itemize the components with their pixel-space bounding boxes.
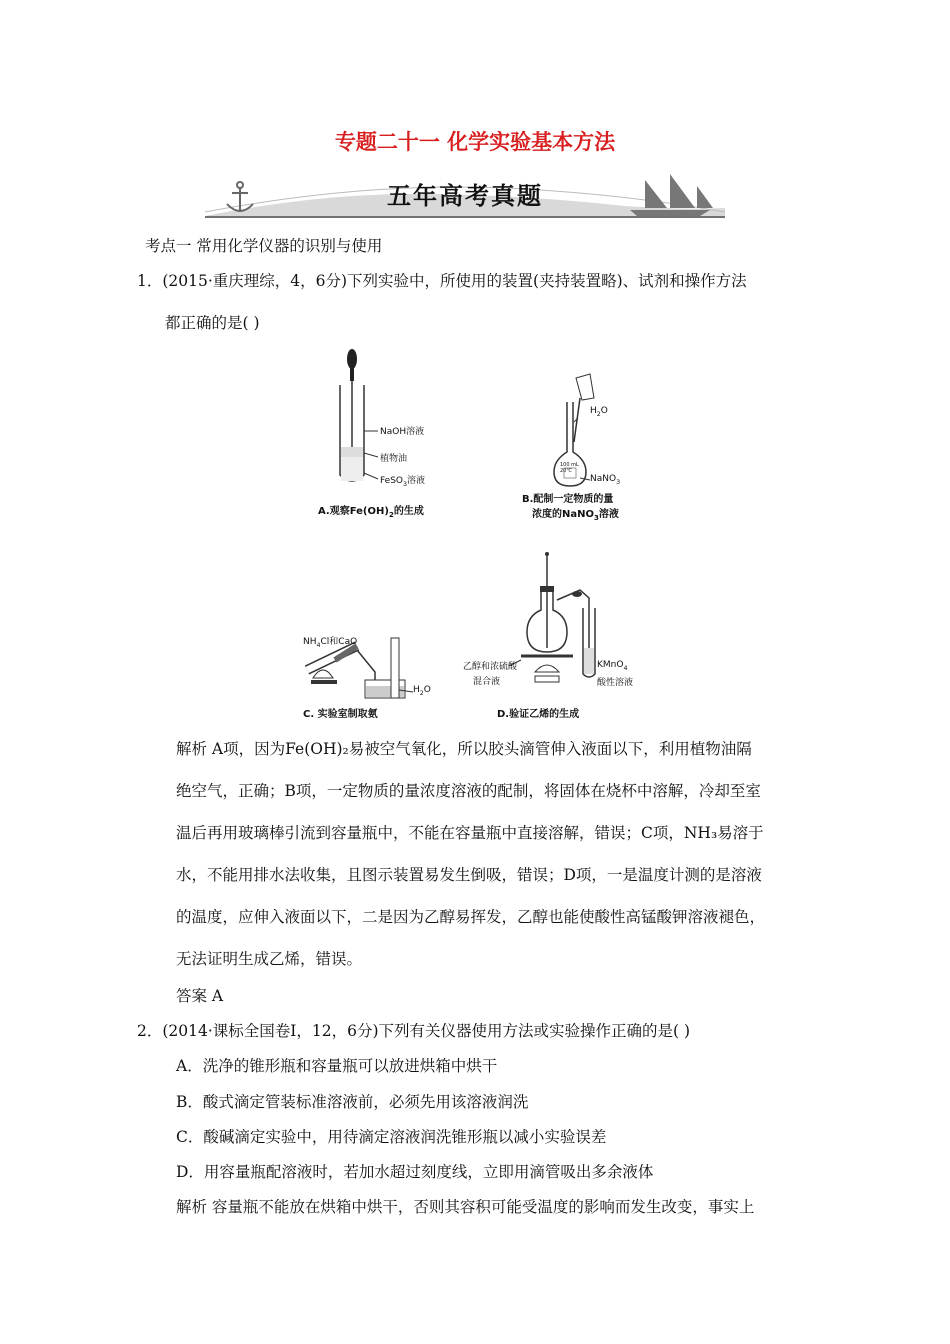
q1-stem-line-1: 1．(2015·重庆理综，4，6分)下列实验中，所使用的装置(夹持装置略)、试剂和操作方法 xyxy=(137,272,747,290)
caption-b-2: 浓度的NaNO$_3$溶液 xyxy=(532,509,619,522)
q1-analysis-line: 无法证明生成乙烯，错误。 xyxy=(176,950,363,968)
page-title: 专题二十一 化学实验基本方法 xyxy=(334,130,616,154)
label-c-h2o: $H_2O$ xyxy=(413,685,431,697)
label-b-h2o: $H_2O$ xyxy=(590,406,608,418)
label-kmno4: KMnO$_4$ xyxy=(597,660,628,672)
figure-c xyxy=(295,632,455,722)
figure-a xyxy=(300,345,480,520)
caption-c: C. 实验室制取氨 xyxy=(303,709,378,720)
q1-analysis-line: 温后再用玻璃棒引流到容量瓶中，不能在容量瓶中直接溶解，错误；C项，NH₃易溶于 xyxy=(176,824,764,842)
caption-d: D.验证乙烯的生成 xyxy=(497,709,580,720)
caption-b-1: B.配制一定物质的量 xyxy=(522,494,614,505)
section-banner xyxy=(205,172,725,220)
label-nano3: NaNO$_3$ xyxy=(590,474,621,486)
figure-d-drawing xyxy=(465,548,655,723)
figure-b xyxy=(510,372,670,522)
label-mix-1: 乙醇和浓硫酸 xyxy=(463,662,518,672)
label-nh4cl: $NH_4Cl$和CaO xyxy=(303,637,358,649)
label-mix-2: 混合液 xyxy=(473,677,501,687)
label-naoh: NaOH溶液 xyxy=(380,427,425,437)
q1-analysis-line: 的温度，应伸入液面以下，二是因为乙醇易挥发，乙醇也能使酸性高锰酸钾溶液褪色， xyxy=(176,908,766,926)
banner-title: 五年高考真题 xyxy=(387,182,543,210)
section-heading: 考点一 常用化学仪器的识别与使用 xyxy=(145,237,383,255)
q2-option-b: B．酸式滴定管装标准溶液前，必须先用该溶液润洗 xyxy=(176,1093,529,1111)
q1-stem-line-2: 都正确的是( ) xyxy=(165,314,260,332)
q1-analysis-line: 水，不能用排水法收集，且图示装置易发生倒吸，错误；D项，一是温度计测的是溶液 xyxy=(176,866,762,884)
q1-answer: 答案 A xyxy=(176,987,224,1005)
q1-analysis-line: 绝空气，正确；B项，一定物质的量浓度溶液的配制，将固体在烧杯中溶解，冷却至室 xyxy=(176,782,761,800)
label-oil: 植物油 xyxy=(380,454,408,464)
caption-a: A.观察$Fe(OH)_2$的生成 xyxy=(318,506,424,519)
q2-option-d: D．用容量瓶配溶液时，若加水超过刻度线，立即用滴管吸出多余液体 xyxy=(176,1163,654,1181)
q2-option-c: C．酸碱滴定实验中，用待滴定溶液润洗锥形瓶以减小实验误差 xyxy=(176,1128,607,1146)
anchor-icon xyxy=(227,182,253,212)
label-feso4: FeSO$_3$溶液 xyxy=(380,476,426,488)
flask-marking: 100 mL 20℃ xyxy=(560,462,579,474)
q2-option-a: A．洗净的锥形瓶和容量瓶可以放进烘箱中烘干 xyxy=(176,1057,498,1075)
q2-stem: 2．(2014·课标全国卷Ⅰ，12，6分)下列有关仪器使用方法或实验操作正确的是( ) xyxy=(137,1022,691,1040)
label-acid: 酸性溶液 xyxy=(597,678,634,688)
q2-analysis: 解析 容量瓶不能放在烘箱中烘干，否则其容积可能受温度的影响而发生改变，事实上 xyxy=(176,1198,755,1216)
q1-analysis-line: 解析 A项，因为Fe(OH)₂易被空气氧化，所以胶头滴管伸入液面以下，利用植物油隔 xyxy=(176,740,752,758)
figure-d xyxy=(465,548,655,723)
